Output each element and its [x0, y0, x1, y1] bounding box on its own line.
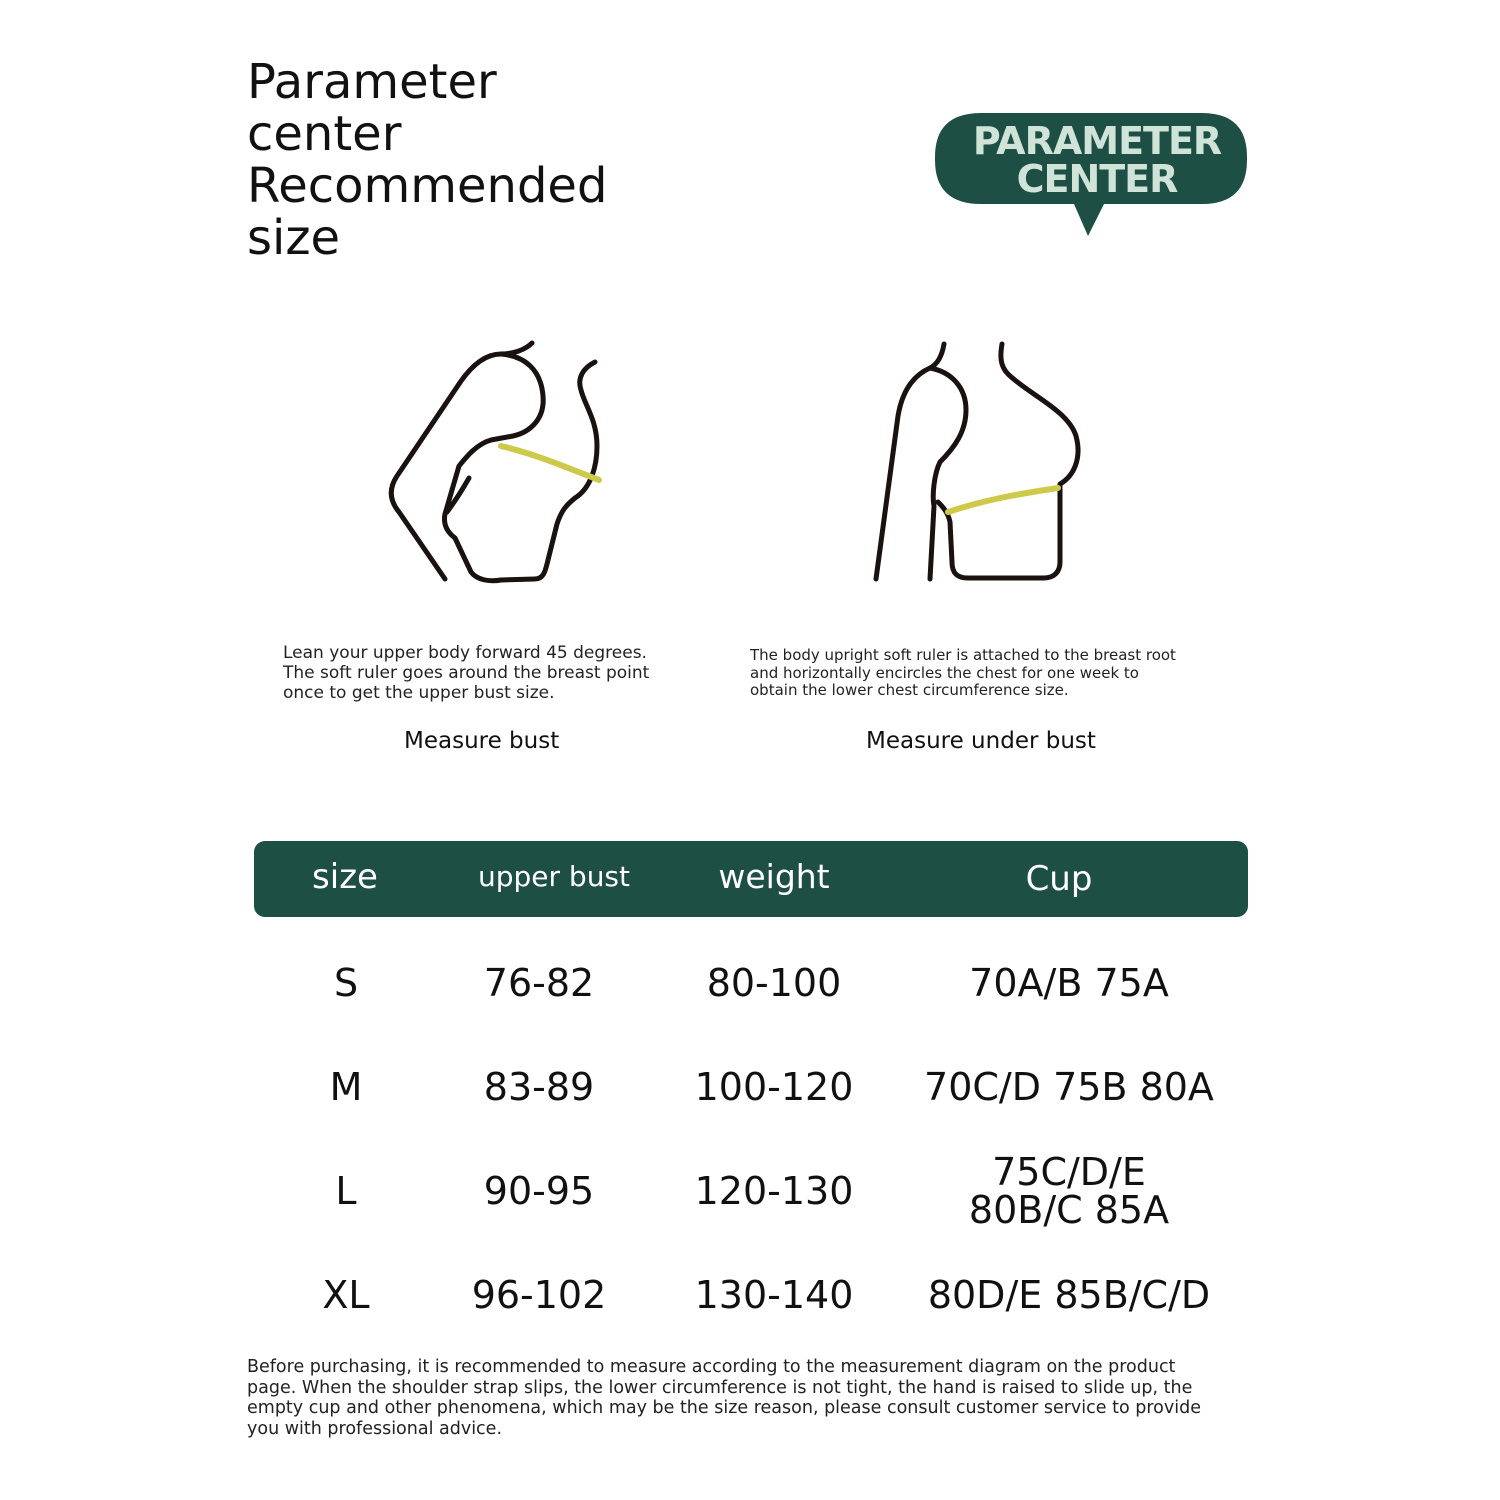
purchase-advice-note: [247, 1357, 1257, 1439]
weight-cell: 120-130: [694, 1169, 854, 1213]
instruction-line: The body upright soft ruler is attached to the breast root: [750, 646, 1176, 664]
title-line: center: [247, 106, 402, 162]
table-row: [254, 1243, 1248, 1347]
weight-cell: 80-100: [706, 961, 842, 1005]
column-header-cup: Cup: [1025, 859, 1093, 899]
size-cell: M: [329, 1065, 363, 1109]
cup-cell: [904, 1139, 1234, 1243]
cup-cell: 70C/D 75B 80A: [924, 1065, 1214, 1109]
size-cell: L: [335, 1169, 357, 1213]
note-line: empty cup and other phenomena, which may be the size reason, please consult customer service to provide: [247, 1398, 1201, 1418]
under-bust-instructions: [750, 647, 1230, 700]
upper-bust-cell: 83-89: [483, 1065, 595, 1109]
measure-bust-caption: Measure bust: [404, 728, 560, 754]
instruction-line: Lean your upper body forward 45 degrees.: [283, 643, 647, 663]
upright-torso-icon: [868, 336, 1088, 586]
instruction-line: once to get the upper bust size.: [283, 683, 555, 703]
title-line: size: [247, 210, 341, 266]
size-cell: XL: [322, 1273, 370, 1317]
under-bust-measure-figure: [868, 336, 1088, 586]
table-row: [254, 1139, 1248, 1243]
column-header-size: size: [312, 857, 378, 897]
upper-bust-cell: 90-95: [483, 1169, 595, 1213]
badge-line: PARAMETER: [972, 119, 1222, 163]
table-row: [254, 1035, 1248, 1139]
instruction-line: obtain the lower chest circumference size.: [750, 681, 1069, 699]
instruction-line: and horizontally encircles the chest for one week to: [750, 663, 1139, 682]
title-line: Recommended: [247, 158, 608, 214]
upper-bust-cell: 96-102: [471, 1273, 607, 1317]
column-header-weight: weight: [718, 857, 830, 896]
bust-instructions: [283, 643, 703, 703]
cup-cell: 80D/E 85B/C/D: [927, 1273, 1211, 1317]
badge-line: CENTER: [1016, 157, 1178, 201]
upper-bust-cell: 76-82: [483, 961, 595, 1005]
weight-cell: 100-120: [694, 1065, 854, 1109]
weight-cell: 130-140: [694, 1273, 854, 1317]
bust-measure-figure: [385, 336, 615, 586]
cup-line: 75C/D/E: [992, 1150, 1146, 1194]
parameter-center-badge: [934, 112, 1248, 238]
size-cell: S: [333, 961, 359, 1005]
measure-under-bust-caption: Measure under bust: [866, 728, 1096, 754]
cup-cell: 70A/B 75A: [969, 961, 1169, 1005]
column-header-upper-bust: upper bust: [477, 860, 631, 893]
note-line: you with professional advice.: [247, 1418, 503, 1439]
leaning-torso-icon: [385, 336, 615, 586]
table-row: [254, 931, 1248, 1035]
cup-line: 80B/C 85A: [968, 1188, 1170, 1232]
page-title: [247, 56, 667, 264]
title-line: Parameter: [247, 54, 497, 110]
note-line: page. When the shoulder strap slips, the lower circumference is not tight, the hand is raised to slide up, the: [247, 1377, 1193, 1398]
instruction-line: The soft ruler goes around the breast point: [283, 663, 650, 683]
size-table-header: [254, 841, 1248, 917]
note-line: Before purchasing, it is recommended to measure according to the measurement diagram on the product: [247, 1357, 1176, 1377]
